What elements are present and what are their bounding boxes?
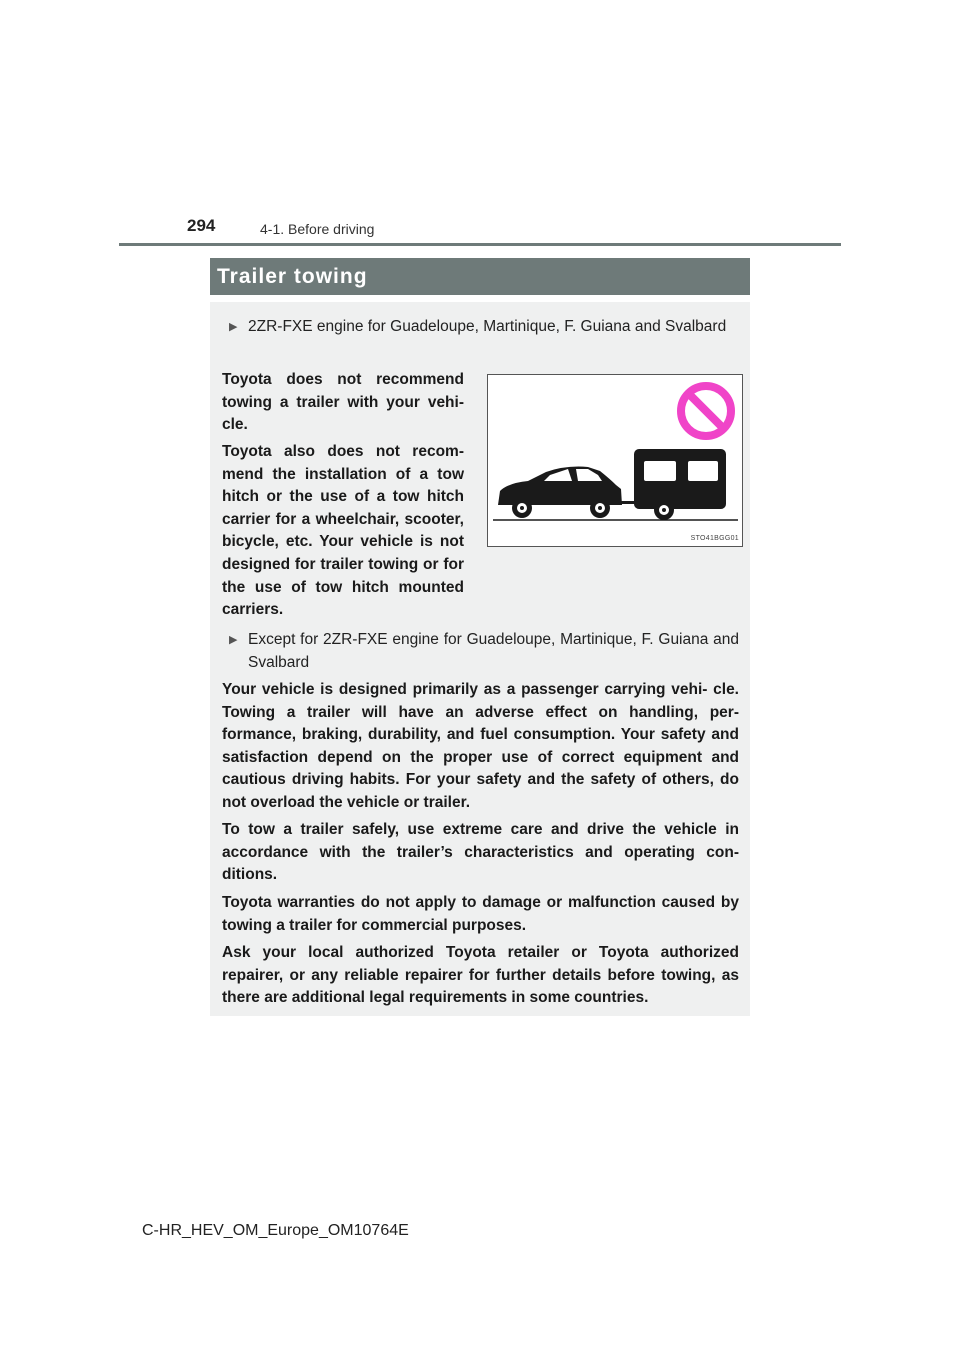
paragraph: Ask your local authorized Toyota retailer or Toyota authorized repairer, or any reliable repairer for further details before towing, as there are additional legal requirements in some countries.	[222, 944, 739, 1007]
section-label: 4-1. Before driving	[260, 221, 375, 237]
bullet-arrow-icon: ▶	[229, 634, 238, 646]
bullet-text: 2ZR-FXE engine for Guadeloupe, Martinique, F. Guiana and Svalbard	[248, 318, 727, 335]
paragraph: To tow a trailer safely, use extreme care and drive the vehicle in accordance with the trailer’s characteristics and operating con- ditions.	[222, 821, 739, 884]
bullet-text: Except for 2ZR-FXE engine for Guadeloupe, Martinique, F. Guiana and Svalbard	[248, 631, 739, 671]
paragraph: Toyota does not recommend towing a trailer with your vehi- cle.	[222, 371, 464, 434]
trailer-towing-illustration	[487, 374, 743, 547]
document-footer: C-HR_HEV_OM_Europe_OM10764E	[142, 1222, 409, 1239]
paragraph: Toyota warranties do not apply to damage or malfunction caused by towing a trailer for commercial purposes.	[222, 894, 739, 934]
header-divider	[119, 243, 841, 246]
trailer-window	[688, 461, 718, 481]
paragraph: Your vehicle is designed primarily as a passenger carrying vehi- cle. Towing a trailer will have an adverse effect on handling, per- formance, braking, durability, and fuel consumption. Your safety and satisfaction depend on the proper use of correct equipment and cautious driving habits. For your safety and the safety of others, do not overload the vehicle or trailer.	[222, 681, 739, 811]
prohibition-slash	[688, 393, 724, 429]
illustration-svg	[488, 375, 742, 546]
page-number: 294	[187, 216, 216, 235]
trailer-window	[644, 461, 676, 481]
illustration-code: STO41BGG01	[690, 535, 739, 542]
tow-hitch	[621, 501, 635, 504]
paragraph: Toyota also does not recom- mend the installation of a tow hitch or the use of a tow hitch carrier for a wheelchair, scooter, bicycle, etc. Your vehicle is not designed for trailer towing or for the use of tow hitch mounted carriers.	[222, 443, 464, 619]
section-title: Trailer towing	[210, 258, 750, 295]
bullet-arrow-icon: ▶	[229, 321, 238, 333]
bullet-item	[229, 629, 739, 674]
bullet-item	[229, 316, 739, 339]
